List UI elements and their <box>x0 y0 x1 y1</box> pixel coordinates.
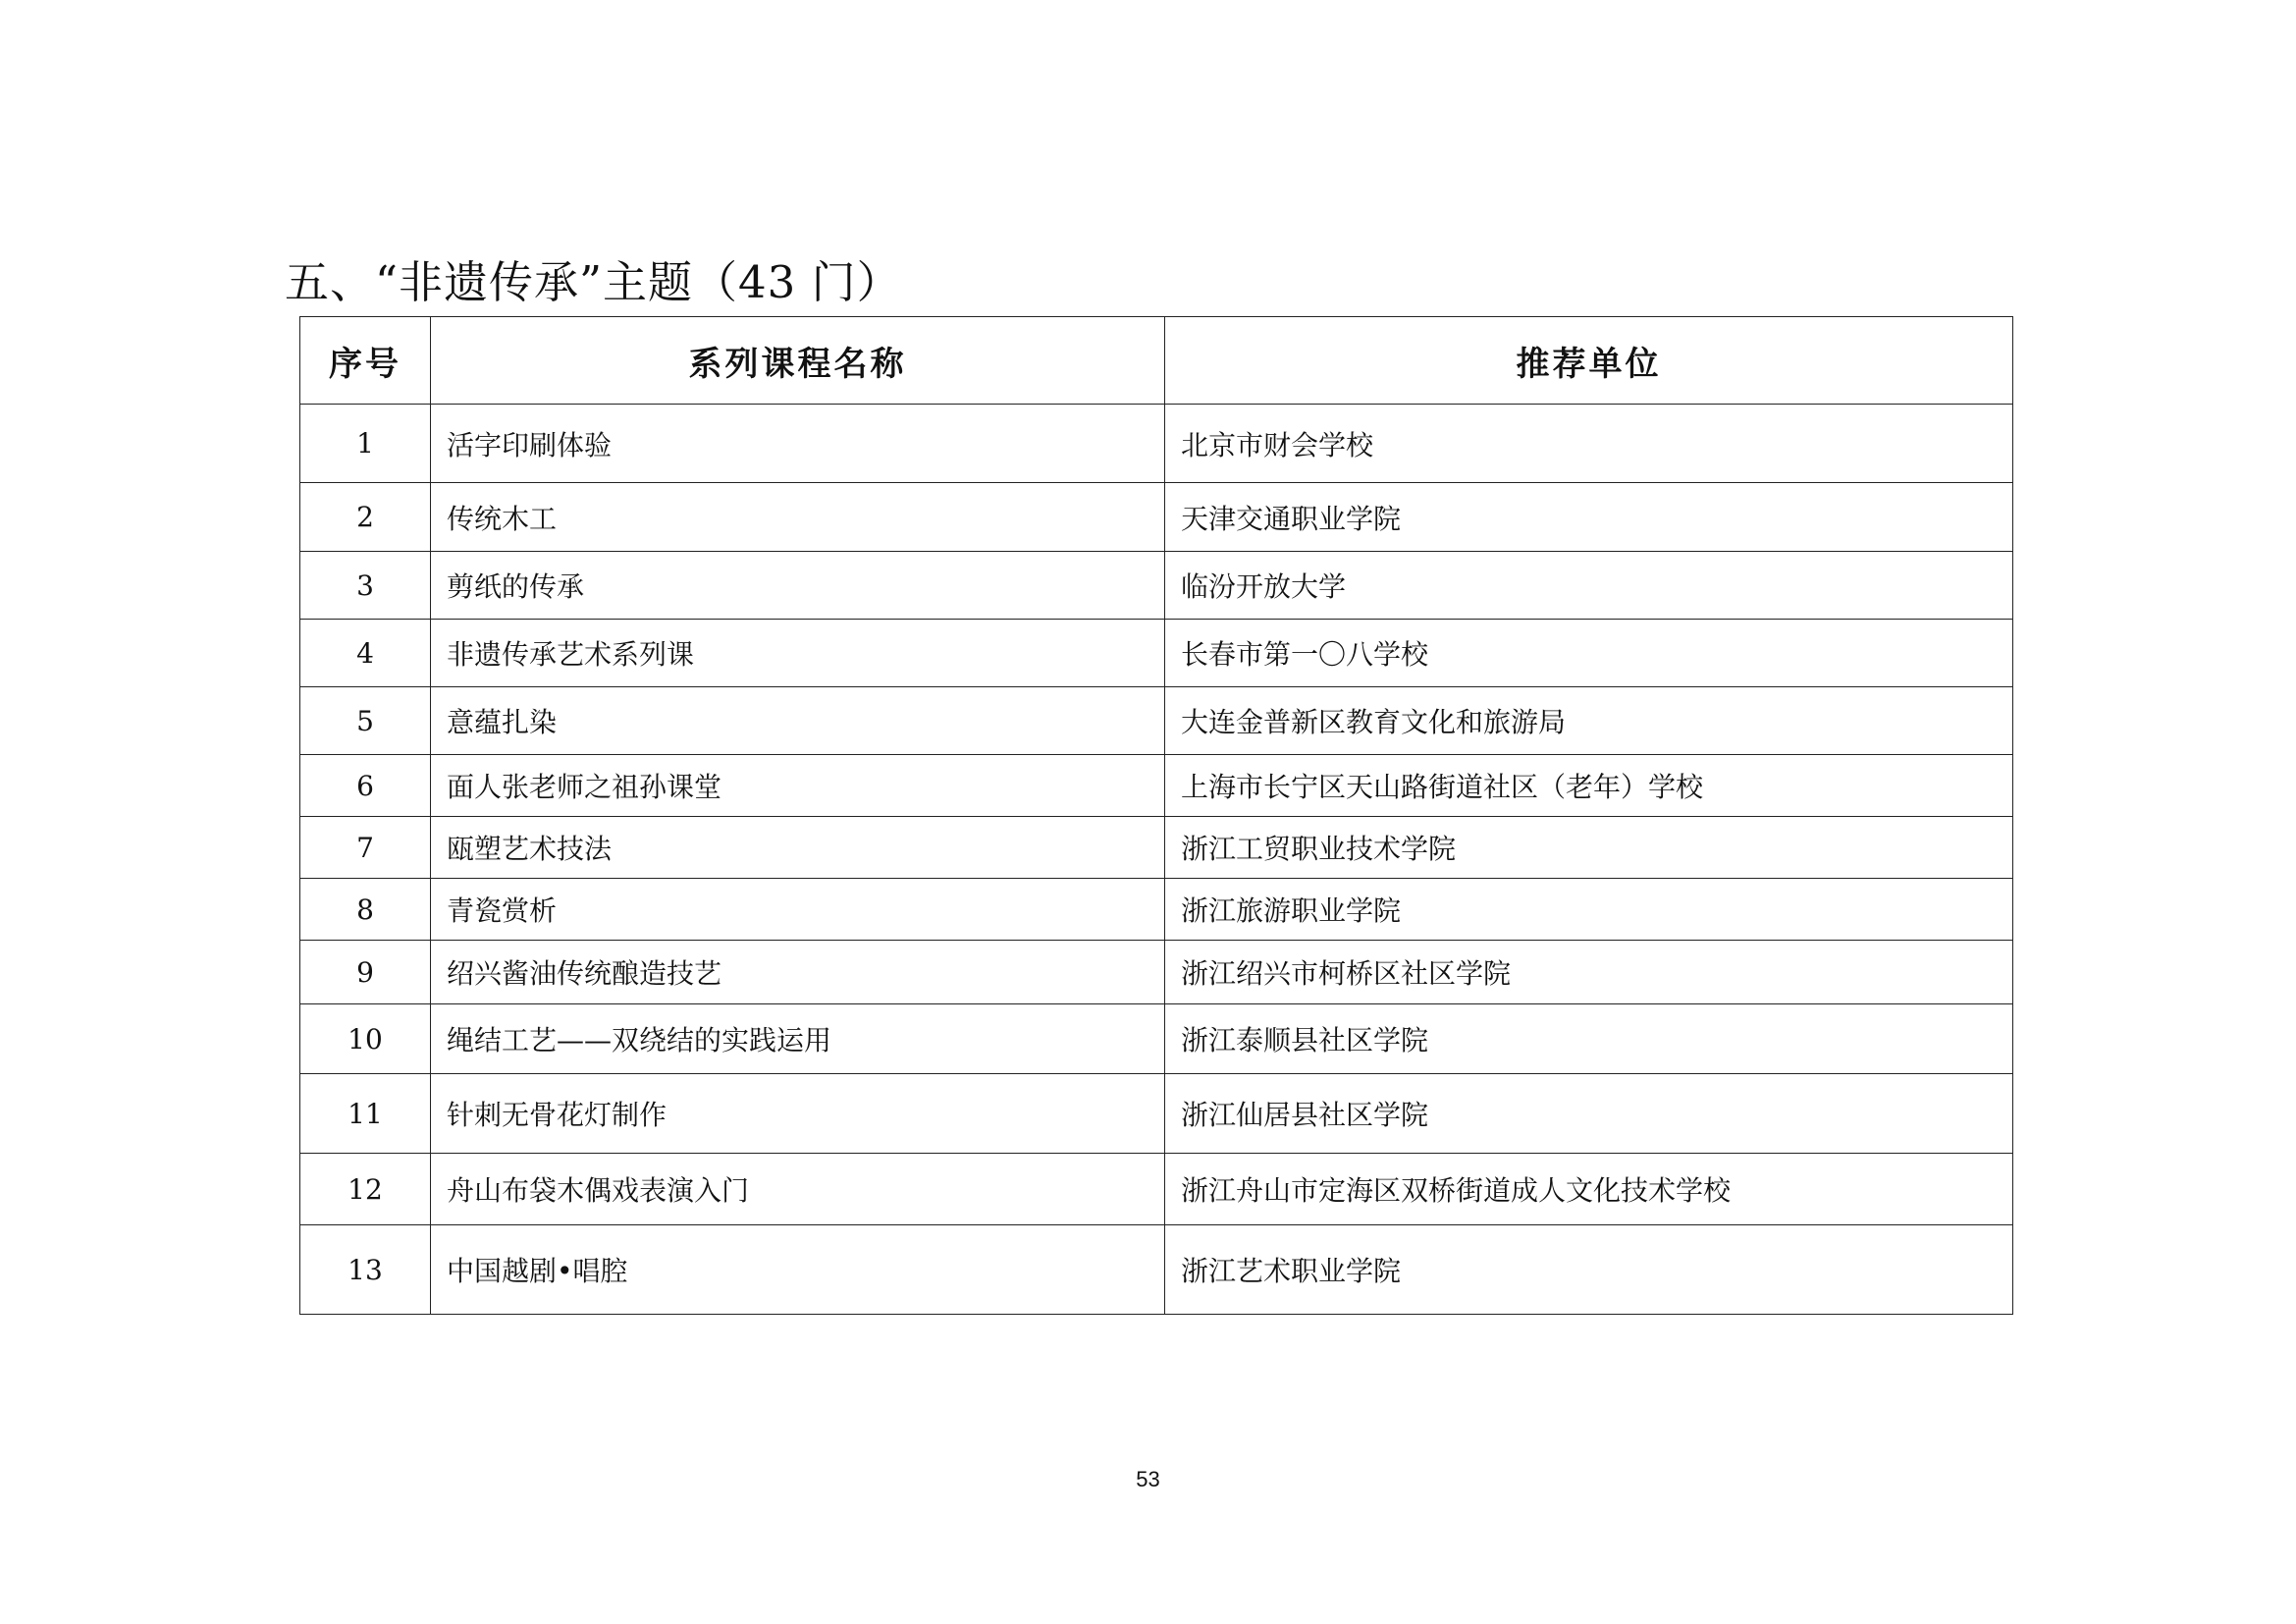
table-row <box>300 620 2013 687</box>
row-index: 8 <box>300 879 431 941</box>
course-name: 瓯塑艺术技法 <box>431 817 1165 879</box>
recommending-unit: 浙江艺术职业学院 <box>1165 1225 2013 1315</box>
row-index: 1 <box>300 405 431 483</box>
table-row <box>300 405 2013 483</box>
row-index: 13 <box>300 1225 431 1315</box>
table-header <box>300 317 2013 405</box>
table-row <box>300 483 2013 552</box>
table-row <box>300 687 2013 755</box>
course-name: 绍兴酱油传统酿造技艺 <box>431 941 1165 1004</box>
row-index: 10 <box>300 1004 431 1074</box>
recommending-unit: 浙江旅游职业学院 <box>1165 879 2013 941</box>
table-row <box>300 1004 2013 1074</box>
table-row <box>300 817 2013 879</box>
course-name: 青瓷赏析 <box>431 879 1165 941</box>
table-body <box>300 405 2013 1315</box>
row-index: 5 <box>300 687 431 755</box>
table-row <box>300 879 2013 941</box>
header-index: 序号 <box>300 317 431 405</box>
recommending-unit: 浙江仙居县社区学院 <box>1165 1074 2013 1154</box>
recommending-unit: 浙江绍兴市柯桥区社区学院 <box>1165 941 2013 1004</box>
recommending-unit: 北京市财会学校 <box>1165 405 2013 483</box>
row-index: 3 <box>300 552 431 620</box>
header-course-name: 系列课程名称 <box>431 317 1165 405</box>
recommending-unit: 临汾开放大学 <box>1165 552 2013 620</box>
row-index: 11 <box>300 1074 431 1154</box>
recommending-unit: 大连金普新区教育文化和旅游局 <box>1165 687 2013 755</box>
row-index: 7 <box>300 817 431 879</box>
recommending-unit: 上海市长宁区天山路街道社区（老年）学校 <box>1165 755 2013 817</box>
course-name: 面人张老师之祖孙课堂 <box>431 755 1165 817</box>
table-row <box>300 1225 2013 1315</box>
recommending-unit: 浙江工贸职业技术学院 <box>1165 817 2013 879</box>
course-name: 传统木工 <box>431 483 1165 552</box>
page-number: 53 <box>1136 1467 1160 1491</box>
recommending-unit: 长春市第一〇八学校 <box>1165 620 2013 687</box>
recommending-unit: 天津交通职业学院 <box>1165 483 2013 552</box>
row-index: 2 <box>300 483 431 552</box>
section-title: 五、“非遗传承”主题（43 门） <box>285 256 902 308</box>
course-name: 非遗传承艺术系列课 <box>431 620 1165 687</box>
row-index: 6 <box>300 755 431 817</box>
table-row <box>300 1074 2013 1154</box>
row-index: 9 <box>300 941 431 1004</box>
course-name: 活字印刷体验 <box>431 405 1165 483</box>
header-recommending-unit: 推荐单位 <box>1165 317 2013 405</box>
recommending-unit: 浙江泰顺县社区学院 <box>1165 1004 2013 1074</box>
course-name: 中国越剧•唱腔 <box>431 1225 1165 1315</box>
table-row <box>300 755 2013 817</box>
table-row <box>300 941 2013 1004</box>
course-name: 剪纸的传承 <box>431 552 1165 620</box>
course-name: 舟山布袋木偶戏表演入门 <box>431 1154 1165 1225</box>
recommending-unit: 浙江舟山市定海区双桥街道成人文化技术学校 <box>1165 1154 2013 1225</box>
row-index: 4 <box>300 620 431 687</box>
course-name: 绳结工艺——双绕结的实践运用 <box>431 1004 1165 1074</box>
table-row <box>300 1154 2013 1225</box>
table-row <box>300 552 2013 620</box>
header-row <box>300 317 2013 405</box>
row-index: 12 <box>300 1154 431 1225</box>
course-name: 意蕴扎染 <box>431 687 1165 755</box>
course-name: 针刺无骨花灯制作 <box>431 1074 1165 1154</box>
course-table <box>299 316 2013 1315</box>
